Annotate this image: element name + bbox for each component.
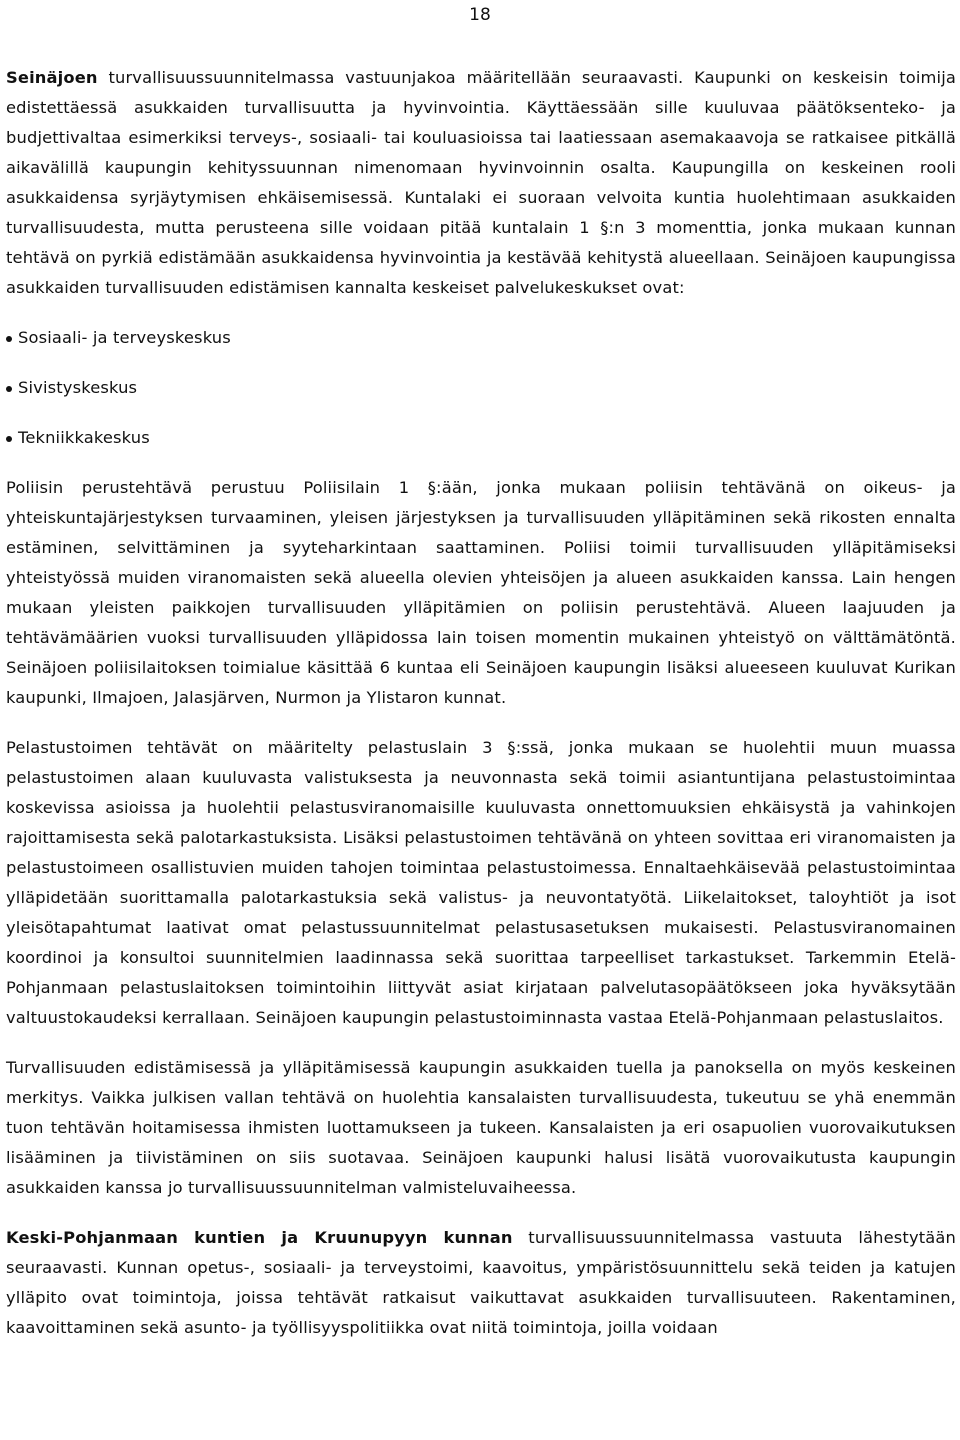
paragraph-seinajoki-responsibility bbox=[6, 63, 956, 303]
bullet-icon bbox=[6, 436, 12, 442]
paragraph-lead: Keski-Pohjanmaan kuntien ja Kruunupyyn kunnan bbox=[6, 1228, 513, 1247]
page-number: 18 bbox=[469, 5, 491, 25]
bullet-icon bbox=[6, 336, 12, 342]
document-body bbox=[6, 63, 956, 1337]
paragraph-residents-role: Turvallisuuden edistämisessä ja ylläpitämisessä kaupungin asukkaiden tuella ja panoksella on myös keskeinen merkitys. Vaikka julkisen vallan tehtävä on huolehtia kansalaisten turvallisuudesta, tukeutuu se yhä enemmän tuon tehtävän hoitamisessa ihmisten luottamukseen ja tukeen. Kansalaisten ja eri osapuolien vuorovaikutuksen lisääminen ja tiivistäminen on siis suotavaa. Seinäjoen kaupunki halusi lisätä vuorovaikutusta kaupungin asukkaiden kanssa jo turvallisuussuunnitelman valmisteluvaiheessa. bbox=[6, 1058, 956, 1197]
bullet-icon bbox=[6, 386, 12, 392]
paragraph-text: turvallisuussuunnitelmassa vastuuta lähestytään seuraavasti. Kunnan opetus-, sosiaali- ja terveystoimi, kaavoitus, ympäristösuunnittelu sekä teiden ja katujen ylläpito ovat toimintoja, joissa tehtävät ratkaisut vaikuttavat asukkaiden turvallisuuteen. Rakentaminen, kaavoittaminen sekä asunto- ja työllisyyspolitiikka ovat niitä toimintoja, joilla voidaan bbox=[6, 1228, 956, 1337]
list-item-label: Tekniikkakeskus bbox=[18, 428, 150, 447]
paragraph-keski-pohjanmaa bbox=[6, 1223, 956, 1337]
list-item bbox=[6, 423, 956, 453]
paragraph-rescue-services: Pelastustoimen tehtävät on määritelty pelastuslain 3 §:ssä, jonka mukaan se huolehtii muun muassa pelastustoimen alaan kuuluvasta valistuksesta ja neuvonnasta sekä toimii asiantuntijana pelastustoimintaa koskevissa asioissa ja huolehtii pelastusviranomaisille kuuluvasta onnettomuuksien ehkäisystä ja vahinkojen rajoittamisesta sekä palotarkastuksista. Lisäksi pelastustoimen tehtävänä on yhteen sovittaa eri viranomaisten ja pelastustoimeen osallistuvien muiden tahojen toimintaa pelastustoimessa. Ennaltaehkäisevää pelastustoimintaa ylläpidetään suorittamalla palotarkastuksia sekä valistus- ja neuvontatyötä. Liikelaitokset, taloyhtiöt ja isot yleisötapahtumat laativat omat pelastussuunnitelmat pelastusasetuksen mukaisesti. Pelastusviranomainen koordinoi ja konsultoi suunnitelmien laadinnassa sekä suorittaa tarpeelliset tarkastukset. Tarkemmin Etelä-Pohjanmaan pelastuslaitoksen toimintoihin liittyvät asiat kirjataan palvelutasopäätökseen joka hyväksytään valtuustokaudeksi kerrallaan. Seinäjoen kaupungin pelastustoiminnasta vastaa Etelä-Pohjanmaan pelastuslaitos. bbox=[6, 738, 956, 1027]
list-item bbox=[6, 373, 956, 403]
list-item-label: Sivistyskeskus bbox=[18, 378, 138, 397]
list-item bbox=[6, 323, 956, 353]
paragraph-lead: Seinäjoen bbox=[6, 68, 98, 87]
service-centers-list bbox=[6, 323, 956, 453]
paragraph-police: Poliisin perustehtävä perustuu Poliisilain 1 §:ään, jonka mukaan poliisin tehtävänä on oikeus- ja yhteiskuntajärjestyksen turvaaminen, yleisen järjestyksen ja turvallisuuden ylläpitäminen sekä rikosten ennalta estäminen, selvittäminen ja syyteharkintaan saattaminen. Poliisi toimii turvallisuuden ylläpitämiseksi yhteistyössä muiden viranomaisten sekä alueella olevien yhteisöjen ja alueen asukkaiden kanssa. Lain hengen mukaan yleisten paikkojen turvallisuuden ylläpitämien on poliisin perustehtävä. Alueen laajuuden ja tehtävämäärien vuoksi turvallisuuden ylläpidossa lain toisen momentin mukainen yhteistyö on välttämätöntä. Seinäjoen poliisilaitoksen toimialue käsittää 6 kuntaa eli Seinäjoen kaupungin lisäksi alueeseen kuuluvat Kurikan kaupunki, Ilmajoen, Jalasjärven, Nurmon ja Ylistaron kunnat. bbox=[6, 478, 956, 707]
paragraph-text: turvallisuussuunnitelmassa vastuunjakoa määritellään seuraavasti. Kaupunki on keskeisin toimija edistettäessä asukkaiden turvallisuutta ja hyvinvointia. Käyttäessään sille kuuluvaa päätöksenteko- ja budjettivaltaa esimerkiksi terveys-, sosiaali- tai kouluasioissa tai laatiessaan asemakaavoja se ratkaisee pitkällä aikavälillä kaupungin kehityssuunnan nimenomaan hyvinvoinnin osalta. Kaupungilla on keskeinen rooli asukkaidensa syrjäytymisen ehkäisemisessä. Kuntalaki ei suoraan velvoita kuntia huolehtimaan asukkaiden turvallisuudesta, mutta perusteena sille voidaan pitää kuntalain 1 §:n 3 momenttia, jonka mukaan kunnan tehtävä on pyrkiä edistämään asukkaidensa hyvinvointia ja kestävää kehitystä alueellaan. Seinäjoen kaupungissa asukkaiden turvallisuuden edistämisen kannalta keskeiset palvelukeskukset ovat: bbox=[6, 68, 956, 297]
list-item-label: Sosiaali- ja terveyskeskus bbox=[18, 328, 231, 347]
